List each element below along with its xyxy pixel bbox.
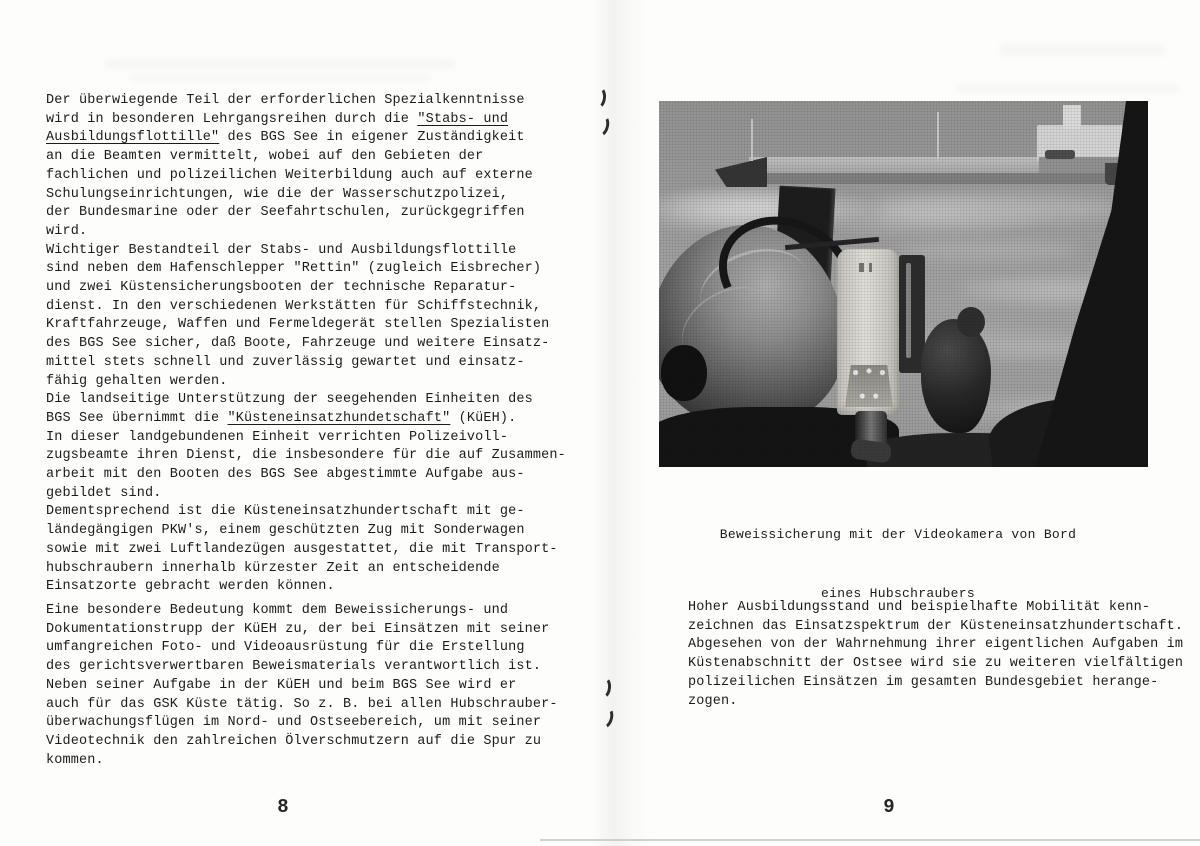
- ghost-text-smudge: [130, 74, 430, 82]
- text-line: Kraftfahrzeuge, Waffen und Fermeldegerät stellen Spezialisten: [46, 317, 550, 333]
- photo-video-surveillance-from-helicopter: [659, 101, 1148, 467]
- scanner-edge-line: [540, 839, 1200, 841]
- photo-camera-detail: [869, 263, 872, 272]
- ghost-text-smudge: [955, 84, 1180, 93]
- photo-sea-foam: [877, 195, 1122, 223]
- text-line: Wichtiger Bestandteil der Stabs- und Ausbildungsflottille: [46, 242, 517, 258]
- text-line: ländegängigen PKW's, einem geschützten Zug mit Sonderwagen: [46, 523, 525, 539]
- paragraph: [688, 599, 1188, 711]
- text-line: Neben seiner Aufgabe in der KüEH und beim BGS See wird er: [46, 677, 517, 693]
- text-line: Der überwiegende Teil der erforderlichen Spezialkenntnisse: [46, 93, 525, 108]
- text-line: Die landseitige Unterstützung der seegehenden Einheiten des: [46, 392, 533, 408]
- text-line: sind neben dem Hafenschlepper "Rettin" (zugleich Eisbrecher): [46, 261, 542, 277]
- text-line: hubschraubern innerhalb kürzester Zeit an entscheidende: [46, 560, 500, 576]
- photo-camera-base-plate: [845, 365, 893, 407]
- page-number-left: 8: [277, 796, 289, 818]
- text-line: der Bundesmarine oder der Seefahrtschulen, zurückgegriffen: [46, 205, 525, 221]
- text-line: Dementsprechend ist die Küsteneinsatzhundertschaft mit ge-: [46, 504, 525, 520]
- text-line: fähig gehalten werden.: [46, 373, 228, 389]
- text-line: an die Beamten vermittelt, wobei auf den Gebieten der: [46, 149, 484, 165]
- photo-ship-mast: [751, 119, 753, 161]
- photo-raised-hand-thumb: [957, 307, 985, 337]
- text-line: des BGS See sicher, daß Boote, Fahrzeuge und weitere Einsatz-: [46, 336, 550, 352]
- text-line: wird in besonderen Lehrgangsreihen durch die "Stabs- und: [46, 111, 509, 127]
- text-line: Dokumentationstrupp der KüEH zu, der bei Einsätzen mit seiner: [46, 621, 550, 637]
- paragraph: [46, 391, 566, 503]
- text-line: zogen.: [688, 693, 738, 709]
- ghost-text-smudge: [1000, 44, 1165, 56]
- text-line: dienst. In den verschiedenen Werkstätten für Schiffstechnik,: [46, 298, 542, 314]
- text-line: zeichnen das Einsatzspektrum der Küsteneinsatzhundertschaft.: [688, 618, 1184, 634]
- paragraph: [46, 503, 566, 597]
- paragraph: [46, 242, 566, 392]
- text-line: und zwei Küstensicherungsbooten der technische Reparatur-: [46, 280, 517, 296]
- text-line: In dieser landgebundenen Einheit verrichten Polizeivoll-: [46, 429, 509, 445]
- page-number-right: 9: [883, 796, 895, 818]
- photo-camera-detail: [859, 263, 864, 272]
- text-line: zugsbeamte ihren Dienst, die insbesondere für die auf Zusammen-: [46, 448, 566, 464]
- text-line: auch für das GSK Küste tätig. So z. B. bei allen Hubschrauber-: [46, 696, 558, 712]
- text-line: gebildet sind.: [46, 485, 162, 501]
- text-line: kommen.: [46, 752, 104, 768]
- text-line: Eine besondere Bedeutung kommt dem Beweissicherungs- und: [46, 602, 509, 618]
- paragraph: [46, 92, 566, 242]
- text-line: BGS See übernimmt die "Küsteneinsatzhundetschaft" (KüEH).: [46, 410, 517, 426]
- text-line: Hoher Ausbildungsstand und beispielhafte Mobilität kenn-: [688, 600, 1151, 615]
- photo-ship-funnel: [1063, 105, 1081, 129]
- photo-ship-bow: [715, 157, 767, 187]
- text-line: Ausbildungsflottille" des BGS See in eigener Zuständigkeit: [46, 130, 525, 146]
- photo-headphone-earcup: [661, 345, 707, 401]
- text-line: sowie mit zwei Luftlandezügen ausgestattet, die mit Transport-: [46, 541, 558, 557]
- text-line: arbeit mit den Booten des BGS See abgestimmte Aufgabe aus-: [46, 467, 525, 483]
- text-line: Schulungseinrichtungen, wie die der Wasserschutzpolizei,: [46, 186, 509, 202]
- text-line: Küstenabschnitt der Ostsee wird sie zu weiteren vielfältigen: [688, 656, 1184, 672]
- photo-raised-hand: [921, 319, 991, 433]
- text-line: überwachungsflügen im Nord- und Ostseebereich, um mit seiner: [46, 715, 542, 731]
- right-page-body-text: [688, 599, 1188, 711]
- text-line: des gerichtsverwertbaren Beweismaterials verantwortlich ist.: [46, 659, 542, 675]
- photo-camera-mount-highlight: [906, 263, 911, 358]
- text-line: fachlichen und polizeilichen Weiterbildung auch auf externe: [46, 167, 533, 183]
- photo-ship-mast: [937, 112, 939, 161]
- text-line: Einsatzorte gebracht werden können.: [46, 579, 335, 595]
- ghost-text-smudge: [105, 60, 455, 69]
- photo-sea-streak: [899, 241, 1079, 259]
- text-line: mittel stets schnell und zuverlässig gewartet und einsatz-: [46, 354, 525, 370]
- photo-ship-deck-detail: [1045, 150, 1075, 159]
- photo-ship-hull-shadow: [755, 173, 1107, 184]
- left-page-body-text: [46, 92, 566, 770]
- text-line: wird.: [46, 223, 88, 239]
- paragraph: [46, 602, 566, 770]
- text-line: umfangreichen Foto- und Videoausrüstung für die Erstellung: [46, 640, 525, 656]
- text-line: Abgesehen von der Wahrnehmung ihrer eigentlichen Aufgaben im: [688, 637, 1184, 653]
- text-line: polizeilichen Einsätzen im gesamten Bundesgebiet herange-: [688, 674, 1159, 690]
- text-line: Videotechnik den zahlreichen Ölverschmutzern auf die Spur zu: [46, 733, 542, 749]
- photo-caption-line-1: Beweissicherung mit der Videokamera von Bord: [719, 527, 1077, 542]
- photo-caption-line-2: eines Hubschraubers: [821, 585, 975, 601]
